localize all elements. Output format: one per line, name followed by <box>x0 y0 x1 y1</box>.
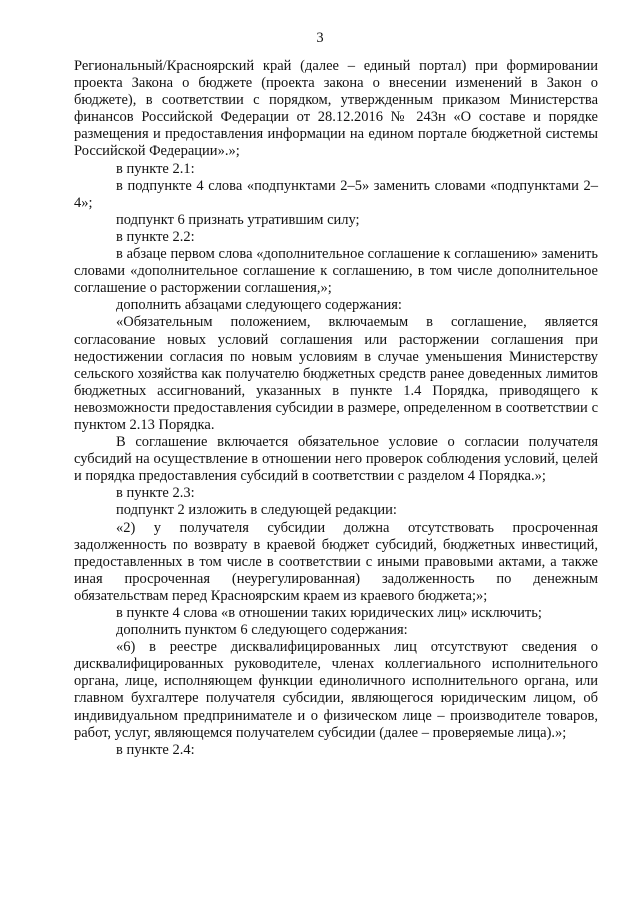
paragraph-3: в подпункте 4 слова «подпунктами 2–5» заменить словами «подпунктами 2–4»; <box>74 177 598 211</box>
paragraph-5: в пункте 2.2: <box>116 228 195 245</box>
paragraph-6: в абзаце первом слова «дополнительное соглашение к соглашению» заменить словами «дополнительное соглашение к соглашению, в том числе дополнительное соглашение о расторжении соглашения,»; <box>74 246 598 297</box>
document-body <box>74 58 598 759</box>
page-number: 3 <box>316 30 324 46</box>
paragraph-8: «Обязательным положением, включаемым в соглашение, является согласование новых условий соглашения или расторжении соглашения при недостижении согласия по новым условиям в случае уменьшения Министерству сельского хозяйства как получателю бюджетных средств ранее доведенных лимитов бюджетных ассигнований, указанных в пункте 1.4 Порядка, приводящего к невозможности предоставления субсидии в размере, определенном в соответствии с пунктом 2.13 Порядка. <box>74 314 598 433</box>
paragraph-1: Региональный/Красноярский край (далее – единый портал) при формировании проекта Закона о бюджете (проекта закона о внесении изменений в Закон о бюджете), в соответствии с порядком, утвержденным приказом Министерства финансов Российской Федерации от 28.12.2016 № 243н «О составе и порядке размещения и предоставления информации на едином портале бюджетной системы Российской Федерации».»; <box>74 58 598 160</box>
paragraph-15: «6) в реестре дисквалифицированных лиц отсутствуют сведения о дисквалифицированных руководителе, членах коллегиального исполнительного органа, лице, исполняющем функции единоличного исполнительного органа, или главном бухгалтере получателя субсидии, являющегося юридическим лицом, об индивидуальном предпринимателе и о физическом лице – производителе товаров, работ, услуг, являющемся получателем субсидии (далее – проверяемые лица).»; <box>74 639 598 741</box>
paragraph-16: в пункте 2.4: <box>116 741 195 758</box>
paragraph-12: «2) у получателя субсидии должна отсутствовать просроченная задолженность по возврату в краевой бюджет субсидий, бюджетных инвестиций, предоставленных в том числе в соответствии с иными правовыми актами, а также иная просроченная (неурегулированная) задолженность по денежным обязательствам перед Красноярским краем из краевого бюджета;»; <box>74 519 598 604</box>
paragraph-2: в пункте 2.1: <box>116 160 195 177</box>
paragraph-13: в пункте 4 слова «в отношении таких юридических лиц» исключить; <box>116 605 542 621</box>
paragraph-14: дополнить пунктом 6 следующего содержания: <box>116 622 408 639</box>
paragraph-10: в пункте 2.3: <box>116 485 195 502</box>
paragraph-11: подпункт 2 изложить в следующей редакции: <box>116 502 397 519</box>
paragraph-9: В соглашение включается обязательное условие о согласии получателя субсидий на осуществление в отношении него проверок соблюдения условий, целей и порядка предоставления субсидий в соответствии с разделом 4 Порядка.»; <box>74 434 598 485</box>
paragraph-4: подпункт 6 признать утратившим силу; <box>116 211 360 228</box>
paragraph-7: дополнить абзацами следующего содержания: <box>116 297 402 314</box>
